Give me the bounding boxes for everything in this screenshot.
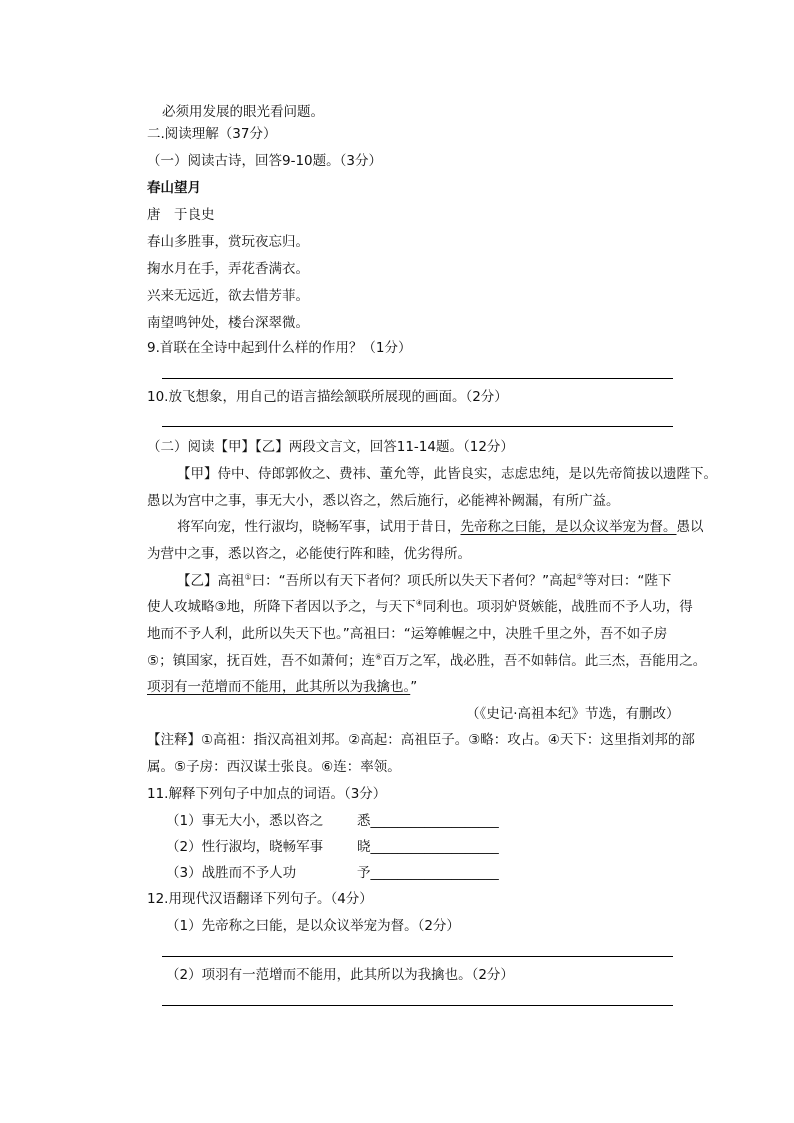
note-marker-3: ③ [214,599,227,615]
q11-answer-3[interactable] [357,864,499,882]
q11-word: 予 [357,865,371,881]
answer-blank[interactable]: ___________________ [370,839,499,855]
yi-text: ；镇国家，抚百姓，吾不如萧何；连 [159,653,376,669]
yi-text: 等对曰：“陛下 [583,573,672,589]
jia-text: 将军向宠，性行淑均，晓畅军事，试用于昔日， [177,519,461,535]
q11-answer-1[interactable] [357,812,499,830]
answer-blank[interactable]: ___________________ [370,865,499,881]
q11-word: 晓 [357,839,371,855]
jia-paragraph-2-line-2: 为营中之事，悉以咨之，必能使行阵和睦，优劣得所。 [147,546,471,562]
poem-line: 南望鸣钟处，楼台深翠微。 [147,315,309,331]
yi-line-2 [147,598,693,616]
question-10: 10.放飞想象，用自己的语言描绘颔联所展现的画面。（2分） [147,389,508,405]
q11-item-3 [166,864,296,882]
question-11: 11.解释下列句子中加点的词语。（3分） [147,786,387,802]
note-marker-2: ② [576,572,584,582]
poem-line: 掬水月在手，弄花香满衣。 [147,261,309,277]
answer-line-q12-2[interactable] [162,1005,673,1006]
jia-paragraph-2-line-1 [177,518,704,536]
jia-text: 愚以 [676,519,704,535]
underlined-sentence: 先帝称之曰能，是以众议举宠为督。 [460,519,677,535]
poem-title: 春山望月 [147,180,201,196]
yi-text: 同利也。项羽妒贤嫉能，战胜而不予人功，得 [422,599,693,615]
intro-line: 必须用发展的眼光看问题。 [162,104,324,120]
answer-line-q9[interactable] [162,378,673,379]
yi-text: 曰：“吾所以有天下者何？项氏所以失天下者何？”高起 [251,573,577,589]
answer-line-q12-1[interactable] [162,956,673,957]
note-marker-1: ① [244,572,252,582]
yi-text: ” [410,679,418,695]
note-marker-6: ⑥ [375,652,383,662]
yi-text: 【乙】高祖 [177,573,245,589]
section-two-header: 二.阅读理解（37分） [147,126,277,142]
q11-answer-2[interactable] [357,838,499,856]
jia-paragraph-1-line-1: 【甲】侍中、侍郎郭攸之、费祎、董允等，此皆良实，志虑忠纯，是以先帝简拔以遗陛下。 [177,466,717,482]
question-9: 9.首联在全诗中起到什么样的作用？（1分） [147,340,412,356]
underlined-sentence: 项羽有一范增而不能用，此其所以为我擒也。 [147,679,411,695]
yi-text: 百万之军，战必胜，吾不如韩信。此三杰，吾能用之。 [382,653,707,669]
q11-item-1 [166,812,323,830]
question-12: 12.用现代汉语翻译下列句子。（4分） [147,891,373,907]
poem-instruction: （一）阅读古诗，回答9-10题。（3分） [147,153,382,169]
yi-line-1 [177,572,671,590]
notes-line-2: 属。⑤子房：西汉谋士张良。⑥连：率领。 [147,759,401,775]
q11-item-2 [166,838,323,856]
yi-text: 地，所降下者因以予之，与天下 [226,599,416,615]
q11-word: 悉 [357,813,371,829]
poem-line: 兴来无远近，欲去惜芳菲。 [147,288,309,304]
note-marker-5: ⑤ [147,653,160,669]
q12-sub-1: （1）先帝称之曰能，是以众议举宠为督。（2分） [166,918,460,934]
jia-paragraph-1-line-2: 愚以为宫中之事，事无大小，悉以咨之，然后施行，必能裨补阙漏，有所广益。 [147,493,620,509]
q11-sentence: （3）战胜而不予人功 [166,865,297,881]
q11-sentence: （1）事无大小，悉以咨之 [166,813,324,829]
answer-blank[interactable]: ___________________ [370,813,499,829]
yi-text: 使人攻城略 [147,599,215,615]
notes-line-1: 【注释】①高祖：指汉高祖刘邦。②高起：高祖臣子。③略：攻占。④天下：这里指刘邦的部 [147,732,695,748]
prose-instruction: （二）阅读【甲】【乙】两段文言文，回答11-14题。（12分） [147,439,514,455]
yi-line-5 [147,678,417,696]
poem-line: 春山多胜事，赏玩夜忘归。 [147,234,309,250]
yi-line-4 [147,652,706,670]
answer-line-q10[interactable] [162,426,673,427]
note-marker-4: ④ [415,598,423,608]
q11-sentence: （2）性行淑均，晓畅军事 [166,839,324,855]
q12-sub-2: （2）项羽有一范增而不能用，此其所以为我擒也。（2分） [166,967,514,983]
yi-line-3: 地而不予人利，此所以失天下也。”高祖曰：“运筹帷幄之中，决胜千里之外，吾不如子房 [147,626,668,642]
poem-author: 唐 于良史 [147,207,215,223]
source-citation: （《史记·高祖本纪》节选，有删改） [466,706,680,722]
